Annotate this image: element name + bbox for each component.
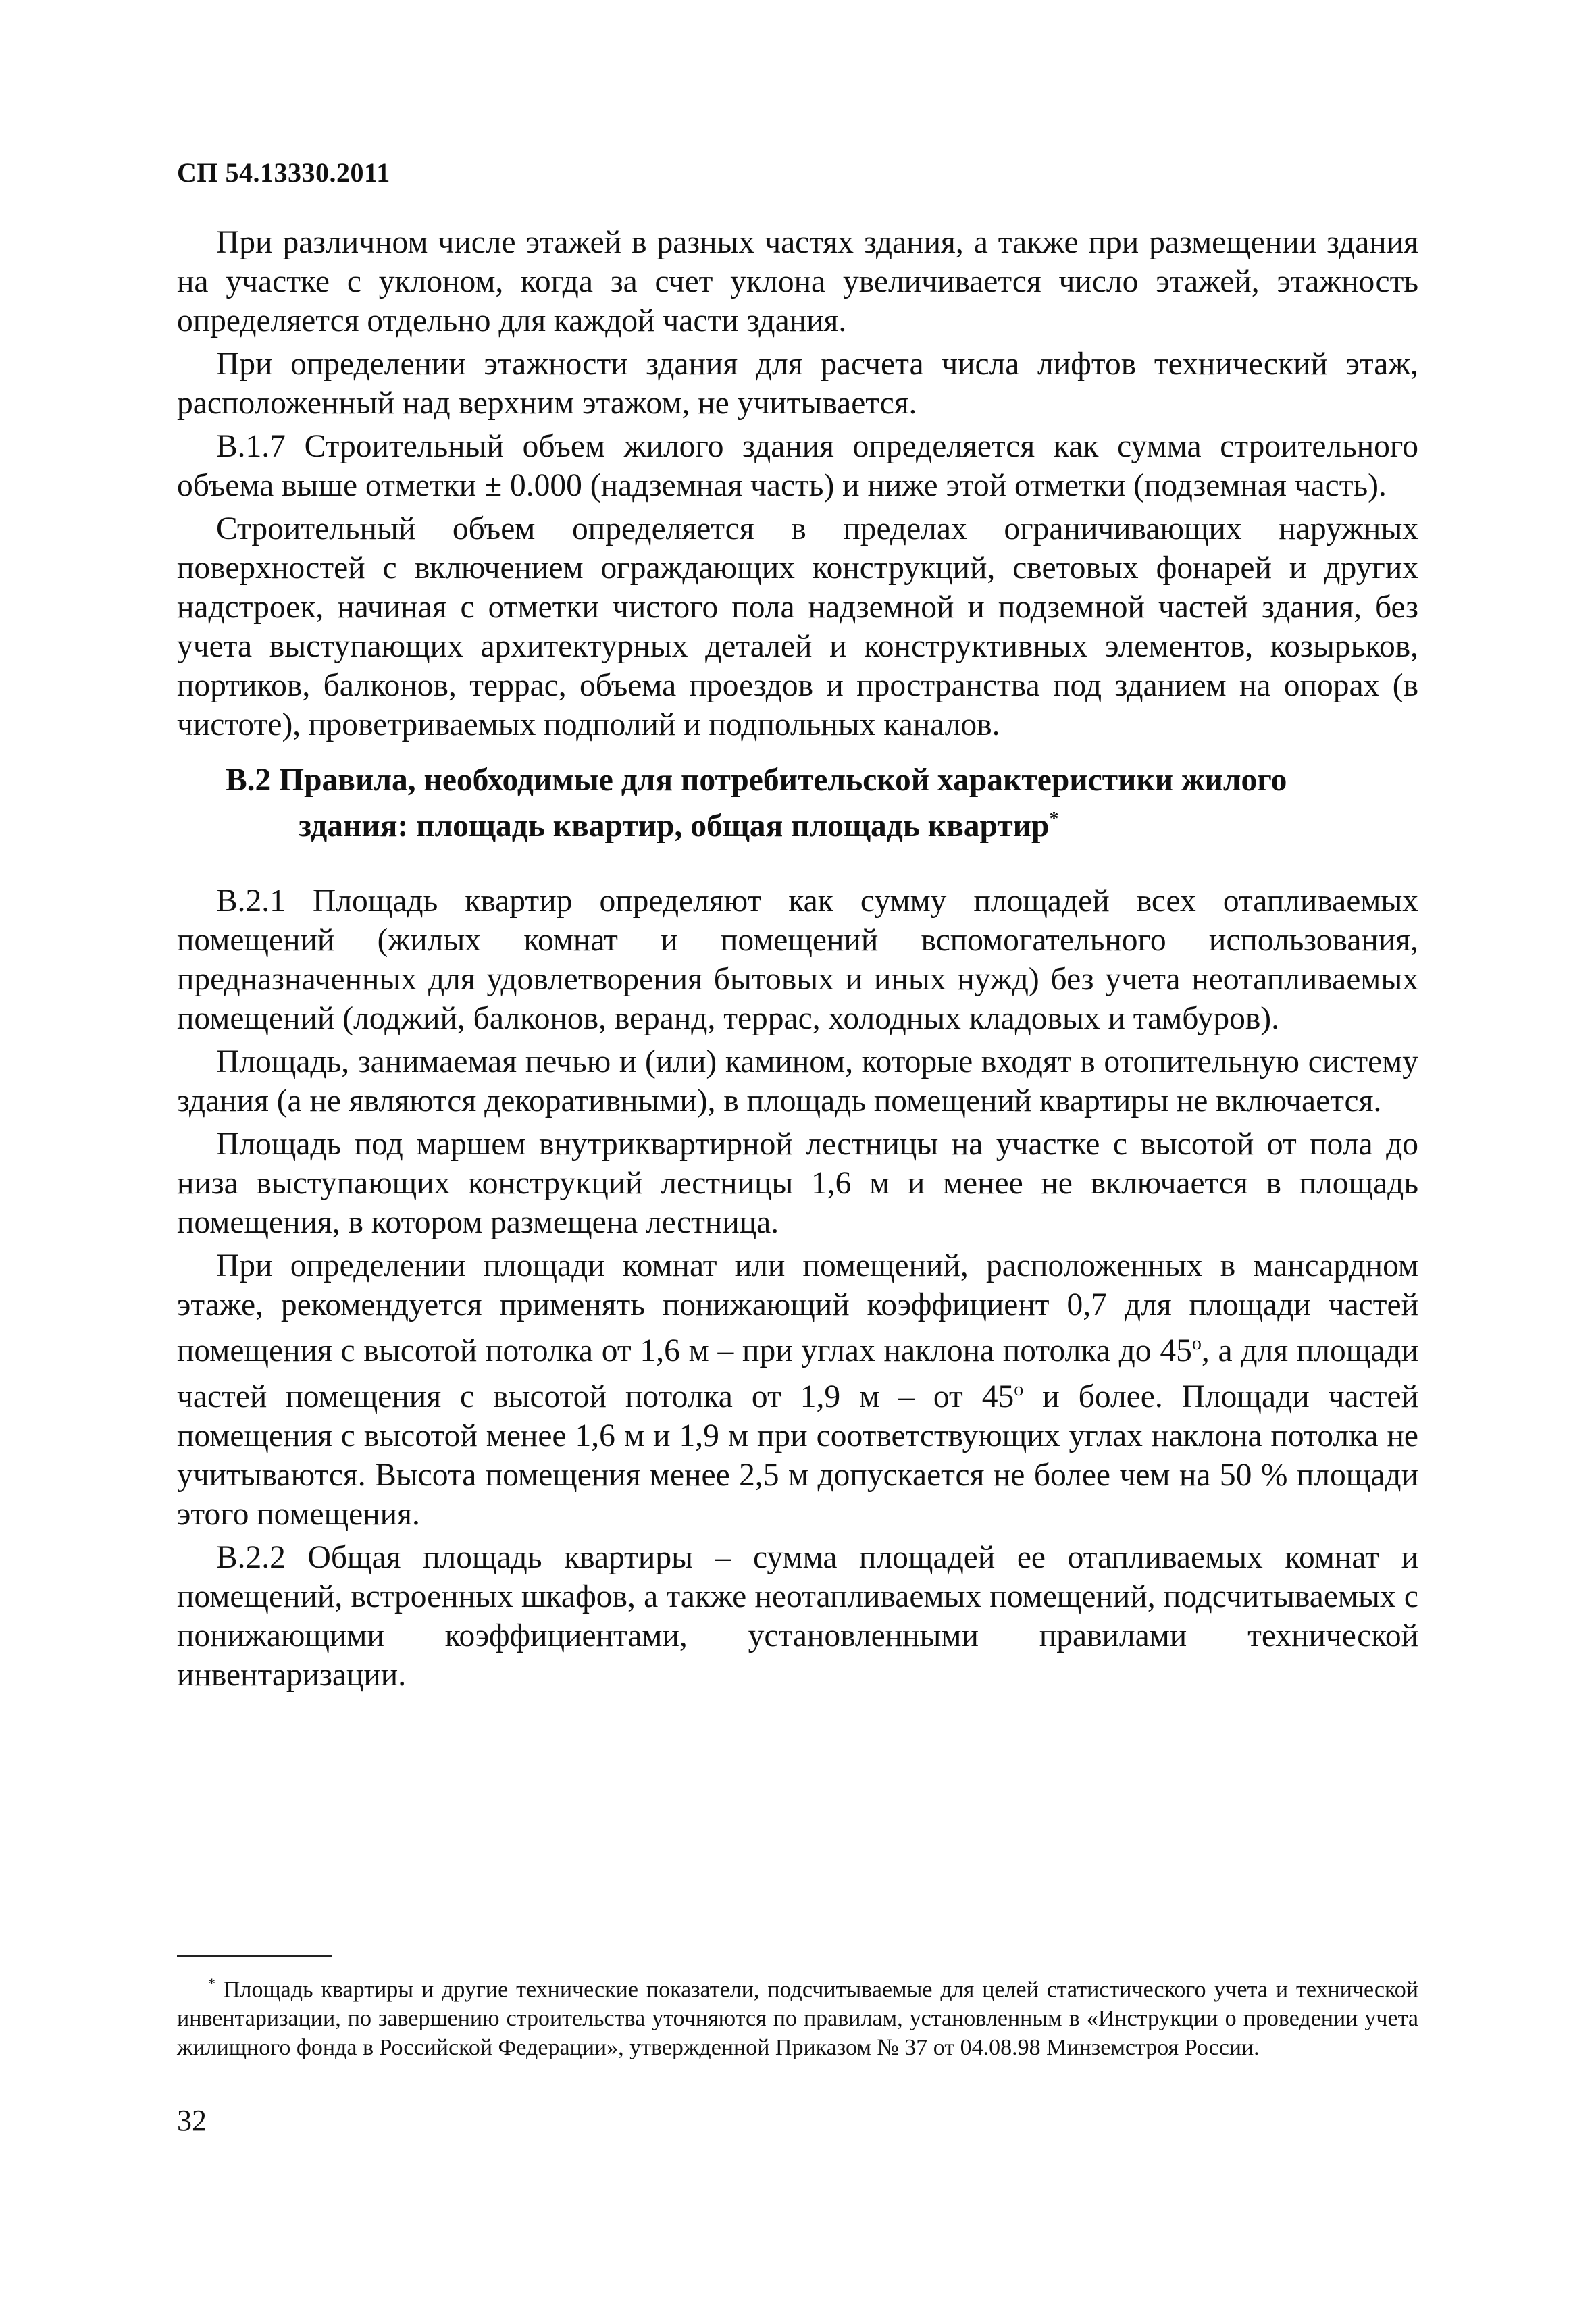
paragraph-mansard-part1: При определении площади комнат или помещений, расположенных в мансардном этаже, рекомендуется применять понижающий коэффициент 0,7 для площади частей помещения с высотой потолка от 1,6 м – при углах наклона потолка до 45 [177, 1248, 1418, 1368]
section-heading-line1: В.2 Правила, необходимые для потребительской характеристики жилого [226, 763, 1287, 798]
paragraph: При определении этажности здания для расчета числа лифтов технический этаж, расположенный над верхним этажом, не учитывается. [177, 346, 1418, 421]
section-heading-line2 [177, 800, 1418, 846]
paragraph: Площадь под маршем внутриквартирной лестницы на участке с высотой от пола до низа выступающих конструкций лестницы 1,6 м и менее не включается в площадь помещения, в котором размещена лестница. [177, 1127, 1418, 1240]
paragraph: Площадь, занимаемая печью и (или) камином, которые входят в отопительную систему здания (а не являются декоративными), в площадь помещений квартиры не включается. [177, 1044, 1418, 1119]
paragraph-mansard-part3: и более. Площади частей помещения с высотой менее 1,6 м и 1,9 м при соответствующих углах наклона потолка не учитываются. Высота помещения менее 2,5 м допускается не более чем на 50 % площади этого помещения. [177, 1379, 1418, 1532]
footnote-divider [177, 1955, 332, 1957]
paragraph-mansard-part2: , а для площади частей помещения с высотой потолка от 1,9 м – от 45 [177, 1333, 1418, 1414]
body-text-section [177, 881, 1418, 1699]
paragraph: При различном числе этажей в разных частях здания, а также при размещении здания на участке с уклоном, когда за счет уклона увеличивается число этажей, этажность определяется отдельно для каждой части здания. [177, 225, 1418, 338]
section-heading-line2-text: здания: площадь квартир, общая площадь квартир [299, 808, 1050, 844]
footnote-reference-mark: * [1049, 808, 1059, 829]
paragraph: В.2.1 Площадь квартир определяют как сумму площадей всех отапливаемых помещений (жилых комнат и помещений вспомогательного использования, предназначенных для удовлетворения бытовых и иных нужд) без учета неотапливаемых помещений (лоджий, балконов, веранд, террас, холодных кладовых и тамбуров). [177, 883, 1418, 1036]
page-number: 32 [177, 2104, 207, 2137]
degree-mark: о [1191, 1333, 1202, 1354]
section-heading [177, 761, 1418, 846]
footnote-text: Площадь квартиры и другие технические показатели, подсчитываемые для целей статистического учета и технической инвентаризации, по завершению строительства уточняются по правилам, установленным в «Инструкции о проведении учета жилищного фонда в Российской Федерации», утвержденной Приказом № 37 от 04.08.98 Минземстроя России. [177, 1977, 1418, 2061]
footnote [177, 1969, 1418, 2062]
paragraph-mansard [177, 1246, 1418, 1534]
body-text-top [177, 223, 1418, 748]
paragraph: В.1.7 Строительный объем жилого здания определяется как сумма строительного объема выше отметки ± 0.000 (надземная часть) и ниже этой отметки (подземная часть). [177, 429, 1418, 503]
degree-mark: о [1014, 1379, 1024, 1400]
paragraph: В.2.2 Общая площадь квартиры – сумма площадей ее отапливаемых комнат и помещений, встроенных шкафов, а также неотапливаемых помещений, подсчитываемых с понижающими коэффициентами, установленными правилами технической инвентаризации. [177, 1539, 1418, 1693]
paragraph: Строительный объем определяется в пределах ограничивающих наружных поверхностей с включением ограждающих конструкций, световых фонарей и других надстроек, начиная с отметки чистого пола надземной и подземной частей здания, без учета выступающих архитектурных деталей и конструктивных элементов, козырьков, портиков, балконов, террас, объема проездов и пространства под зданием на опорах (в чистоте), проветриваемых подполий и подпольных каналов. [177, 511, 1418, 742]
footnote-mark: * [208, 1975, 215, 1992]
document-code: СП 54.13330.2011 [177, 157, 390, 188]
